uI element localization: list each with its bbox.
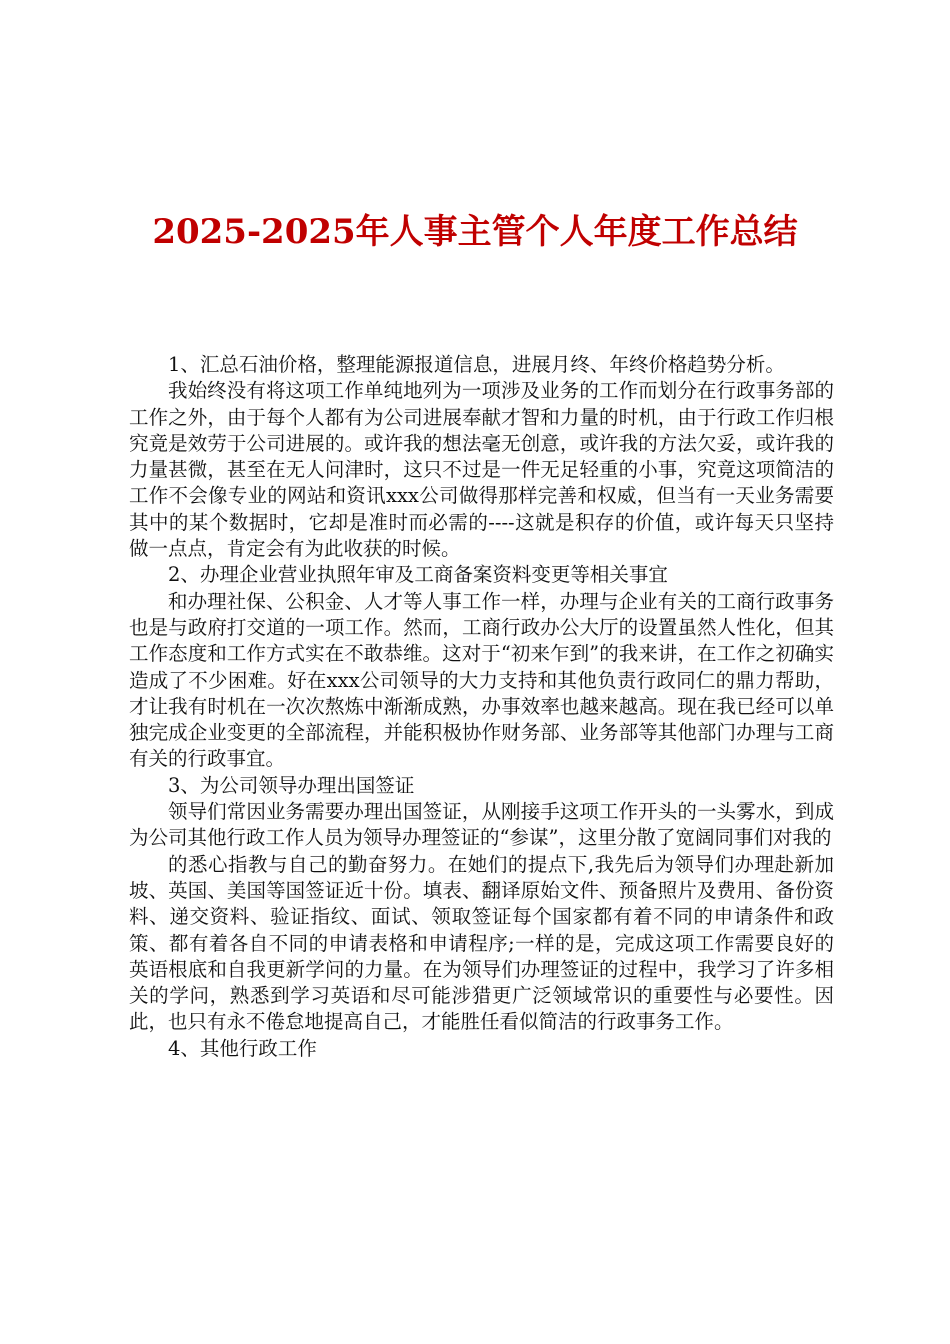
paragraph-3: 2、办理企业营业执照年审及工商备案资料变更等相关事宜 bbox=[168, 563, 668, 587]
document-body bbox=[129, 352, 834, 1062]
document-title: 2025-2025年人事主管个人年度工作总结 bbox=[152, 212, 798, 252]
paragraph-1: 1、汇总石油价格，整理能源报道信息，进展月终、年终价格趋势分析。 bbox=[168, 353, 785, 376]
paragraph-6: 领导们常因业务需要办理出国签证，从刚接手这项工作开头的一头雾水，到成为公司其他行政工作人员为领导办理签证的“参谋”，这里分散了宽阔同事们对我的 bbox=[129, 800, 834, 850]
paragraph-2: 我始终没有将这项工作单纯地列为一项涉及业务的工作而划分在行政事务部的工作之外，由于每个人都有为公司进展奉献才智和力量的时机，由于行政工作归根究竟是效劳于公司进展的。或许我的想法毫无创意，或许我的方法欠妥，或许我的力量甚微，甚至在无人问津时，这只不过是一件无足轻重的小事，究竟这项简洁的工作不会像专业的网站和资讯xxx公司做得那样完善和权威，但当有一天业务需要其中的某个数据时，它却是准时而必需的----这就是积存的价值，或许每天只坚持做一点点，肯定会有为此收获的时候。 bbox=[129, 379, 834, 561]
paragraph-8: 4、其他行政工作 bbox=[168, 1036, 317, 1060]
paragraph-7: 的悉心指教与自己的勤奋努力。在她们的提点下,我先后为领导们办理赴新加坡、英国、美国等国签证近十份。填表、翻译原始文件、预备照片及费用、备份资料、递交资料、验证指纹、面试、领取签证每个国家都有着不同的申请条件和政策、都有着各自不同的申请表格和申请程序;一样的是，完成这项工作需要良好的英语根底和自我更新学问的力量。在为领导们办理签证的过程中，我学习了许多相关的学问，熟悉到学习英语和尽可能涉猎更广泛领域常识的重要性与必要性。因此，也只有永不倦怠地提高自己，才能胜任看似简洁的行政事务工作。 bbox=[129, 852, 834, 1034]
paragraph-4: 和办理社保、公积金、人才等人事工作一样，办理与企业有关的工商行政事务也是与政府打交道的一项工作。然而，工商行政办公大厅的设置虽然人性化，但其工作态度和工作方式实在不敢恭维。这对于“初来乍到”的我来讲，在工作之初确实造成了不少困难。好在xxx公司领导的大力支持和其他负责行政同仁的鼎力帮助，才让我有时机在一次次熬炼中渐渐成熟，办事效率也越来越高。现在我已经可以单独完成企业变更的全部流程，并能积极协作财务部、业务部等其他部门办理与工商有关的行政事宜。 bbox=[129, 589, 834, 771]
paragraph-5: 3、为公司领导办理出国签证 bbox=[168, 773, 415, 797]
